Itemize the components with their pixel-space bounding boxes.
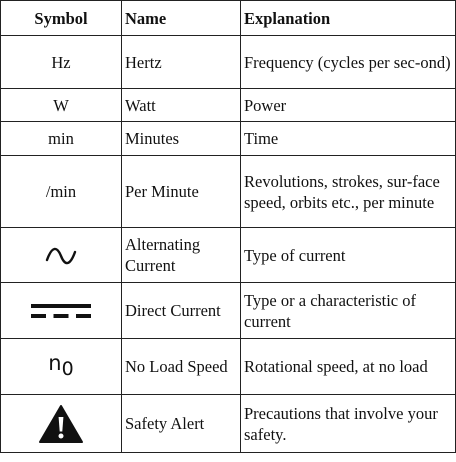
table-row	[1, 395, 456, 453]
header-explanation: Explanation	[241, 1, 456, 36]
symbol-cell: /min	[1, 156, 122, 228]
explanation-cell: Revolutions, strokes, sur-face speed, orbits etc., per minute	[241, 156, 456, 228]
symbol-cell	[1, 283, 122, 339]
explanation-cell: Rotational speed, at no load	[241, 339, 456, 395]
explanation-cell: Frequency (cycles per sec-ond)	[241, 36, 456, 89]
no-load-speed-symbol: $n_0$	[48, 350, 74, 381]
name-cell: Safety Alert	[122, 395, 241, 453]
name-cell: Alternating Current	[122, 228, 241, 283]
name-cell: Direct Current	[122, 283, 241, 339]
table-row	[1, 89, 456, 122]
explanation-cell: Type or a characteristic of current	[241, 283, 456, 339]
direct-current-icon	[30, 300, 92, 322]
name-cell: Hertz	[122, 36, 241, 89]
explanation-cell: Type of current	[241, 228, 456, 283]
table-row	[1, 36, 456, 89]
explanation-cell: Precautions that involve your safety.	[241, 395, 456, 453]
symbol-cell: min	[1, 122, 122, 156]
name-cell: No Load Speed	[122, 339, 241, 395]
header-name: Name	[122, 1, 241, 36]
symbol-cell	[1, 395, 122, 453]
header-row	[1, 1, 456, 36]
table-row	[1, 122, 456, 156]
explanation-cell: Time	[241, 122, 456, 156]
table-row	[1, 156, 456, 228]
explanation-cell: Power	[241, 89, 456, 122]
symbol-cell	[1, 339, 122, 395]
table-row	[1, 283, 456, 339]
symbol-cell: W	[1, 89, 122, 122]
header-symbol: Symbol	[1, 1, 122, 36]
table-row	[1, 228, 456, 283]
name-cell: Per Minute	[122, 156, 241, 228]
name-cell: Minutes	[122, 122, 241, 156]
safety-alert-icon	[38, 404, 84, 444]
name-cell: Watt	[122, 89, 241, 122]
alternating-current-icon	[44, 245, 78, 267]
symbol-cell: Hz	[1, 36, 122, 89]
symbol-cell	[1, 228, 122, 283]
table-row	[1, 339, 456, 395]
